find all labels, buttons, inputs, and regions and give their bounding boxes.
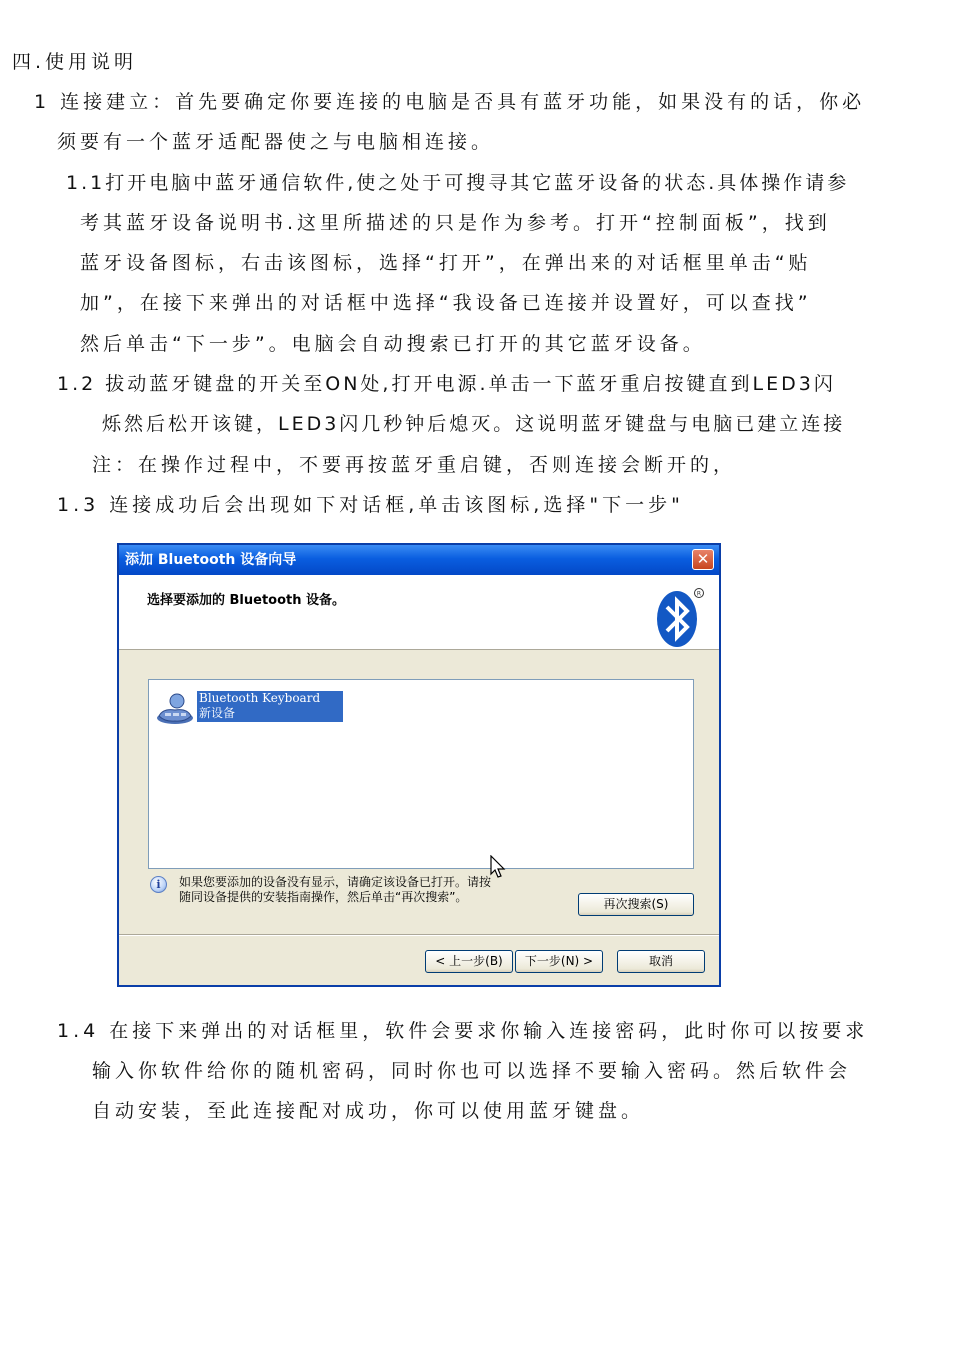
mouse-cursor-icon bbox=[490, 855, 506, 879]
bluetooth-logo-icon bbox=[655, 585, 705, 649]
text-line: 自动安装，至此连接配对成功，你可以使用蓝牙键盘。 bbox=[92, 1100, 645, 1122]
next-button[interactable]: 下一步(N) > bbox=[515, 950, 603, 973]
text-line: 1.3 连接成功后会出现如下对话框,单击该图标,选择"下一步" bbox=[57, 494, 684, 516]
dialog-separator bbox=[119, 934, 719, 936]
text-line: 1.2 拔动蓝牙键盘的开关至ON处,打开电源.单击一下蓝牙重启按键直到LED3闪 bbox=[57, 373, 836, 395]
text-line: 考其蓝牙设备说明书.这里所描述的只是作为参考。打开“控制面板”，找到 bbox=[80, 212, 831, 234]
header-title: 选择要添加的 Bluetooth 设备。 bbox=[147, 593, 346, 608]
add-bluetooth-device-dialog bbox=[117, 543, 721, 987]
text-line: 加”，在接下来弹出的对话框中选择“我设备已连接并设置好，可以查找” bbox=[80, 292, 812, 314]
cancel-button[interactable]: 取消 bbox=[617, 950, 705, 973]
text-line: 然后单击“下一步”。电脑会自动搜索已打开的其它蓝牙设备。 bbox=[80, 333, 706, 355]
text-line: 注：在操作过程中，不要再按蓝牙重启键，否则连接会断开的， bbox=[92, 454, 737, 476]
info-text bbox=[179, 875, 491, 905]
close-icon: ✕ bbox=[696, 550, 710, 568]
dialog-title: 添加 Bluetooth 设备向导 bbox=[125, 552, 297, 568]
svg-text:R: R bbox=[696, 590, 702, 598]
text-line: 输入你软件给你的随机密码，同时你也可以选择不要输入密码。然后软件会 bbox=[92, 1060, 852, 1082]
device-label bbox=[197, 691, 343, 722]
back-button[interactable]: < 上一步(B) bbox=[425, 950, 513, 973]
text-line: 烁然后松开该键，LED3闪几秒钟后熄灭。这说明蓝牙键盘与电脑已建立连接 bbox=[102, 413, 846, 435]
device-status: 新设备 bbox=[199, 706, 236, 720]
info-line: 随同设备提供的安装指南操作，然后单击“再次搜索”。 bbox=[179, 890, 468, 904]
close-button[interactable] bbox=[692, 549, 714, 570]
dialog-header bbox=[119, 575, 719, 650]
text-line: 蓝牙设备图标，右击该图标，选择“打开”，在弹出来的对话框里单击“贴 bbox=[80, 252, 812, 274]
keyboard-device-icon bbox=[155, 692, 195, 726]
device-list[interactable] bbox=[148, 679, 694, 869]
device-name: Bluetooth Keyboard bbox=[199, 691, 321, 705]
text-line: 1.1打开电脑中蓝牙通信软件,使之处于可搜寻其它蓝牙设备的状态.具体操作请参 bbox=[66, 172, 850, 194]
info-icon: i bbox=[150, 876, 167, 893]
list-item-bluetooth-keyboard[interactable] bbox=[155, 690, 343, 726]
text-line: 1 连接建立：首先要确定你要连接的电脑是否具有蓝牙功能，如果没有的话，你必 bbox=[34, 91, 866, 113]
search-again-button[interactable]: 再次搜索(S) bbox=[578, 893, 694, 916]
text-line: 1.4 在接下来弹出的对话框里，软件会要求你输入连接密码，此时你可以按要求 bbox=[57, 1020, 869, 1042]
info-line: 如果您要添加的设备没有显示，请确定该设备已打开。请按 bbox=[179, 875, 492, 889]
dialog-titlebar[interactable] bbox=[119, 545, 719, 575]
section-heading: 四.使用说明 bbox=[12, 51, 138, 73]
text-line: 须要有一个蓝牙适配器使之与电脑相连接。 bbox=[57, 131, 495, 153]
